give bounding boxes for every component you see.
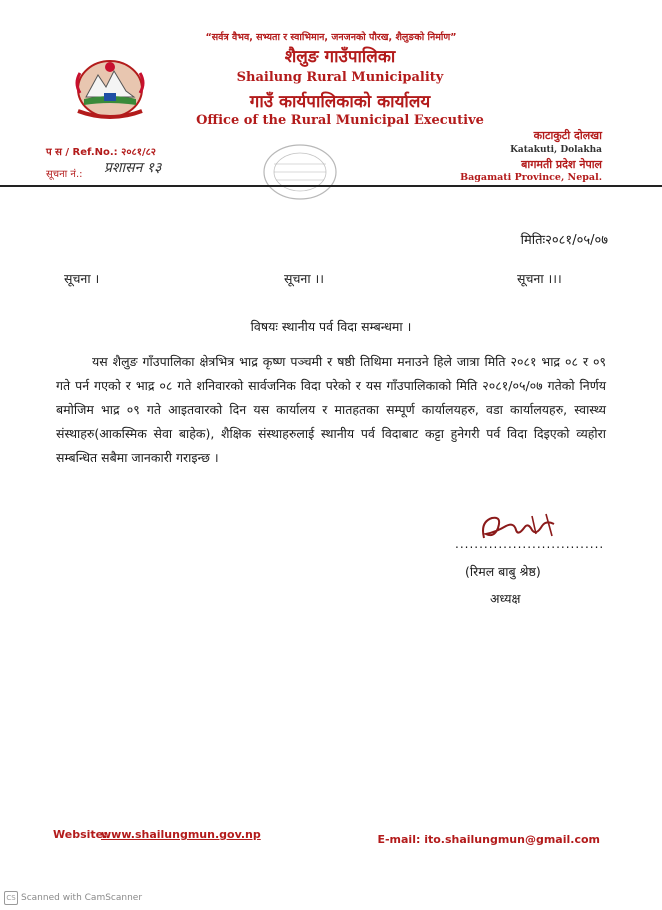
signature-line: ............................... <box>455 537 605 551</box>
signer-name: (रिमल बाबु श्रेष्ठ) <box>465 564 541 579</box>
province-en: Bagamati Province, Nepal. <box>460 172 602 183</box>
reference-number: प स / Ref.No.: २०८१/८२ <box>46 147 156 158</box>
office-stamp-icon <box>250 142 350 202</box>
header-divider <box>0 185 662 187</box>
motto: “सर्वत्र वैभव, सभ्यता र स्वाभिमान, जनजनको पौरख, शैलुङको निर्माण” <box>205 32 457 43</box>
notice-number-label: सूचना नं.: <box>46 169 83 180</box>
office-name-en: Office of the Rural Municipal Executive <box>196 113 484 128</box>
signer-title: अध्यक्ष <box>490 591 521 606</box>
email-contact[interactable]: E-mail: ito.shailungmun@gmail.com <box>377 833 600 846</box>
province-np: बागमती प्रदेश नेपाल <box>521 158 602 171</box>
scanner-watermark <box>4 891 142 905</box>
letter-body: यस शैलुङ गाँउपालिका क्षेत्रभित्र भाद्र कृष्ण पञ्चमी र षष्ठी तिथिमा मनाउने हिले जात्रा मिति २०८१ भाद्र ०८ र ०९ गते पर्न गएको र भाद्र ०८ गते शनिवारको सार्वजनिक विदा परेको र यस गाँउपालिकाको मिति २०८१/०५/०७ गतेको निर्णय बमोजिम भाद्र ०९ गते आइतवारको दिन यस कार्यालय र मातहतका सम्पूर्ण कार्यालयहरु, वडा कार्यालयहरु, स्वास्थ्य संस्थाहरु(आकस्मिक सेवा बाहेक), शैक्षिक संस्थाहरुलाई स्थानीय पर्व विदाबाट कट्टा हुनेगरी पर्व विदा दिइएको व्यहोरा सम्बन्धित सबैमा जानकारी गराइन्छ । <box>56 354 606 465</box>
address-np: काटाकुटी दोलखा <box>533 129 602 142</box>
website-link[interactable]: www.shailungmun.gov.np <box>101 828 261 841</box>
notice-heading-2: सूचना ।। <box>284 271 325 286</box>
municipality-name-en: Shailung Rural Municipality <box>236 70 444 85</box>
notice-heading-1: सूचना । <box>64 271 100 286</box>
website-label: Website: <box>53 828 108 841</box>
municipality-name-np: शैलुङ गाउँपालिका <box>284 47 396 67</box>
notice-number-value: प्रशासन १३ <box>104 160 162 176</box>
letter-subject: विषयः स्थानीय पर्व विदा सम्बन्धमा । <box>250 319 412 334</box>
letter-date: मितिः२०८१/०५/०७ <box>520 233 608 248</box>
scanner-text: Scanned with CamScanner <box>21 893 143 903</box>
office-name-np: गाउँ कार्यपालिकाको कार्यालय <box>249 92 431 112</box>
address-en: Katakuti, Dolakha <box>510 145 602 155</box>
camscanner-icon: CS <box>4 891 18 905</box>
notice-heading-3: सूचना ।।। <box>517 271 562 286</box>
